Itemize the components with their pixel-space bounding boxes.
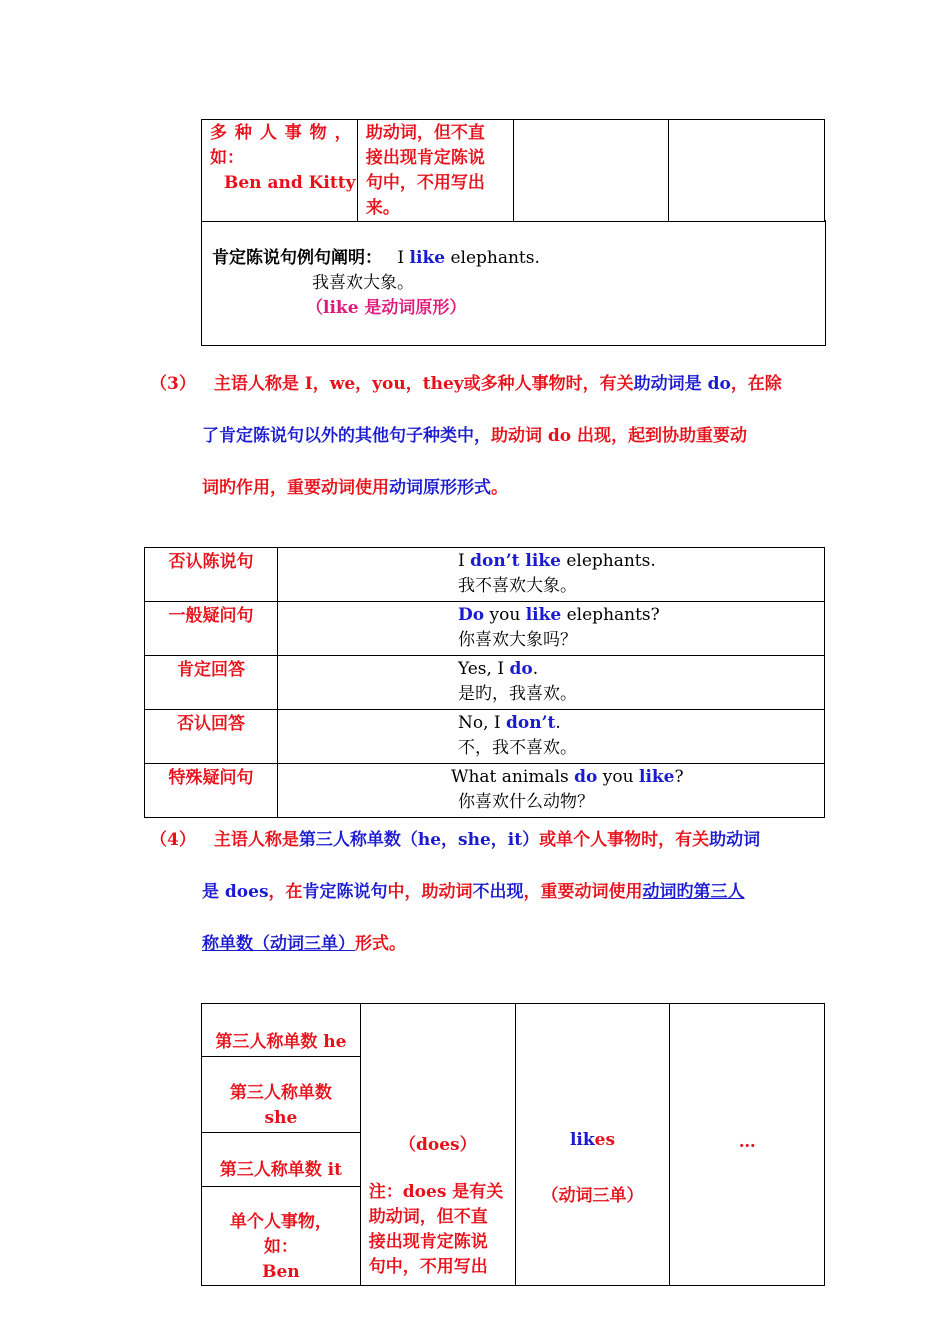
bot-cell-does <box>360 1004 515 1286</box>
top-aux-line: 来。 <box>365 198 400 218</box>
row-example: Yes, I do. 是旳，我喜欢。 <box>278 656 825 710</box>
top-cell-subject <box>202 120 358 222</box>
explain-label: 肯定陈说句例句阐明： <box>212 248 382 268</box>
row-label: 否认回答 <box>145 710 278 764</box>
subject-single: 单个人事物， 如： Ben <box>229 1212 332 1282</box>
top-subject-line: 如： <box>210 148 244 168</box>
row-label: 特殊疑问句 <box>145 764 278 818</box>
top-aux-line: 接出现肯定陈说 <box>365 148 485 168</box>
table-row <box>145 548 825 602</box>
explanation-box <box>201 220 826 346</box>
table-top <box>201 119 825 222</box>
table-row <box>145 602 825 656</box>
top-aux-line: 句中，不用写出 <box>365 173 485 193</box>
table-row <box>145 710 825 764</box>
explain-example: I like elephants. <box>397 248 540 268</box>
top-cell-empty <box>513 120 669 222</box>
row-label: 一般疑问句 <box>145 602 278 656</box>
para3-line3: 词旳作用，重要动词使用动词原形形式。 <box>202 478 508 498</box>
third-person-table <box>201 1003 825 1286</box>
row-example: Do you like elephants? 你喜欢大象吗？ <box>278 602 825 656</box>
likes-note: （动词三单） <box>541 1186 644 1206</box>
table-row <box>145 764 825 818</box>
para3-line1: （3） 主语人称是 I，we，you，they或多种人事物时，有关助动词是 do，在除 <box>150 374 782 394</box>
row-example: What animals do you like? 你喜欢什么动物？ <box>278 764 825 818</box>
para4-line1: （4） 主语人称是第三人称单数（he，she，it）或单个人事物时，有关助动词 <box>150 830 761 850</box>
top-subject-line: 多 种 人 事 物 ， <box>210 123 353 143</box>
bot-cell-he <box>202 1004 361 1057</box>
bot-cell-it <box>202 1133 361 1187</box>
top-subject-line: Ben and Kitty <box>224 173 356 193</box>
explain-chinese: 我喜欢大象。 <box>312 273 414 293</box>
subject-he: 第三人称单数 he <box>215 1032 347 1052</box>
subject-it: 第三人称单数 it <box>219 1160 342 1180</box>
bot-cell-likes <box>515 1004 670 1286</box>
row-example: No, I don’t. 不，我不喜欢。 <box>278 710 825 764</box>
top-aux-line: 助动词，但不直 <box>365 123 485 143</box>
bot-cell-she <box>202 1057 361 1133</box>
does-label: （does） <box>398 1135 477 1155</box>
top-cell-empty <box>669 120 825 222</box>
explain-note: （like 是动词原形） <box>306 298 467 318</box>
top-cell-aux <box>357 120 513 222</box>
does-note: 注：does 是有关 助动词，但不直 接出现肯定陈说 句中，不用写出 <box>368 1182 504 1277</box>
table-row <box>145 656 825 710</box>
sentence-types-table <box>144 547 825 818</box>
likes-label: likes <box>569 1130 616 1150</box>
row-label: 否认陈说句 <box>145 548 278 602</box>
para3-line2: 了肯定陈说句以外的其他句子种类中，助动词 do 出现，起到协助重要动 <box>202 426 748 446</box>
para4-line2: 是 does，在肯定陈说句中，助动词不出现，重要动词使用动词旳第三人 <box>202 882 745 902</box>
row-example: I don’t like elephants. 我不喜欢大象。 <box>278 548 825 602</box>
ellipsis: … <box>738 1132 756 1152</box>
row-label: 肯定回答 <box>145 656 278 710</box>
para4-line3: 称单数（动词三单）形式。 <box>202 934 406 954</box>
bot-cell-single <box>202 1187 361 1286</box>
subject-she: 第三人称单数 she <box>229 1083 332 1128</box>
bot-cell-ellipsis <box>670 1004 825 1286</box>
